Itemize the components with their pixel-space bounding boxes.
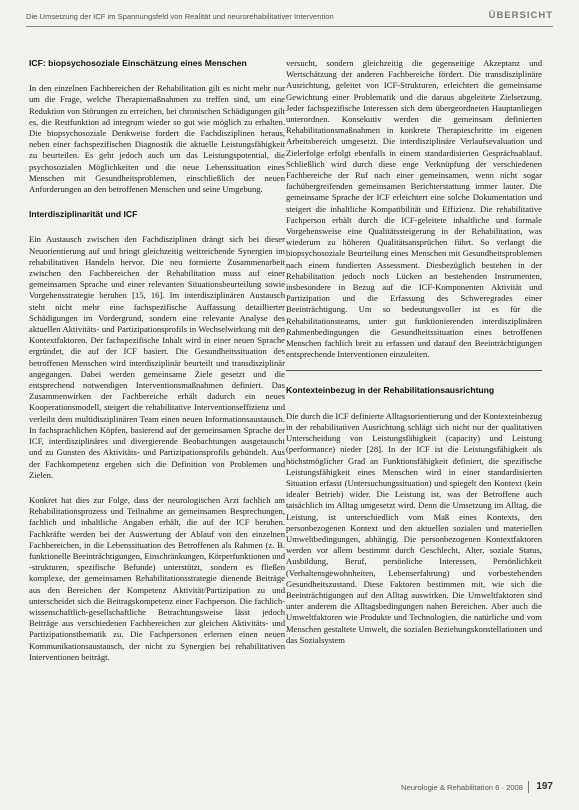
journal-citation: Neurologie & Rehabilitation 6 · 2008 (400, 783, 523, 792)
paragraph-context: Die durch die ICF definierte Alltagsorientierung und der Kontexteinbezug in der rehabilitativen Ausrichtung schlägt sich nicht nur der qualitativen Unterscheidung von Leistungsfähigkeit (capacity) und Leistung (performance) nieder [28]. In der ICF ist die Leistungsfähigkeit als höchstmöglicher Grad an Funktionsfähigkeit definiert, die spezifische Leistungsfähigkeit eines Menschen wird in einer standardisierten Situation erfasst (Untersuchungssituation) und spiegelt den Kontext (kein idealer Betrieb) wider. Die Leistung ist, was der Betroffene auch tatsächlich im Alltag umgesetzt wird. Denn die Umsetzung im Alltag, die Leistung, ist unterschiedlich vom Maß eines Kontexts, den personbezogenen Kontext und den aktuellen sozialen und materiellen Umweltbedingungen, abhängig. Die personbezogenen Kontextfaktoren werden vor allem bestimmt durch Geschlecht, Alter, soziale Status, Ausbildung, Beruf, persönliche Interessen, Persönlichkeit (Verhaltensgewohnheiten, Lebenserfahrung) und vorbestehenden Gesundheitszustand. Diese Faktoren bestimmen mit, wie sich die Beeinträchtigungen auf den Alltag auswirken. Die Umweltfaktoren sind unter anderem die Alltagsbedingungen nahen Bereichen. Aber auch die Umweltfaktoren wie Produkte und Technologien, die natürliche und vom Menschen gestaltete Umwelt, die sozialen Beziehungskonstellationen und das Sozialsystem (286, 410, 542, 645)
page-number: 197 (536, 781, 553, 792)
right-column (286, 58, 542, 646)
page-header (26, 10, 553, 27)
paragraph-consequences: Konkret hat dies zur Folge, dass der neurologischen Arzt fachlich am Rehabilitationsprozess und Teilnahme an gemeinsamen Besprechungen, fachlich und inhaltliche Angaben erhält, die auf der ICF beruhen. Fachkräfte werden bei der Auswertung der Ablauf von den einzelnen Fachbereichen, in die Lebenssituation des Betroffenen als Rahmen (z. B. funktionelle Beeinträchtigungen, Einschränkungen, Körperfunktionen und -strukturen, spezifische Befunde) unterstützt, sondern es fließen komplexe, der gemeinsamen Rehabilitationsstrategie dienende Beiträge aus den Bereichen der Kompetenz Aktivität/Partizipation zu und unterscheidet sich die Beitragskompetenz einer Fachperson. Die fachlich-wissenschaftlich-gesellschaftliche Betrachtungsweise lässt jedoch Beiträge aus verschiedenen Fachbereichen zur gleichen Aktivitäts- und Partizipationsthematik zu. Die Fachpersonen erlernen einen neuen Kommunikationsaustausch, der nicht zu Synergien bei rehabilitativen Interventionen beiträgt. (29, 494, 285, 662)
heading-interdisciplinarity: Interdisziplinarität und ICF (29, 209, 138, 220)
section-divider (286, 370, 542, 371)
footer-divider (528, 781, 529, 793)
page-footer (380, 781, 553, 795)
paragraph-rehab-intro: In den einzelnen Fachbereichen der Rehabilitation gilt es nicht mehr nur um die Frage, welche Therapiemaßnahmen zu treffen sind, um eine Reduktion von Störungen zu erreichen, bei chronischen Schädigungen gilt es, die Restfunktion ad integrum wieder so gut wie möglich zu erhalten. Die biopsychosoziale Denkweise fordert die Fachdisziplinen heraus, neben einer fachspezifischen Diagnostik die aktuelle Leistungsfähigkeit zu beurteilen. Es geht jedoch auch um das Leistungspotential, die psychosozialen Möglichkeiten und die neue Lebenssituation eines Menschen mit Gesundheitsproblemen, einschließlich der neuen Anforderungen an den betroffenen Menschen und seine Umgebung. (29, 83, 285, 195)
paragraph-interdisciplinary-exchange: Ein Austausch zwischen den Fachdisziplinen drängt sich bei dieser Neuorientierung auf und bringt gleichzeitig weitreichende Synergien im rehabilitativen Handeln hervor. Die neu formierte Zusammenarbeit zwischen den Fachbereichen der Rehabilitation muss auf einer gemeinsamen Sprache und einer relevanten Situationsbeurteilung sowie Vorgehensstrategie beruhen [15, 16]. Im interdisziplinären Austausch steht nicht mehr eine fachspezifische Auffassung detaillierter Schädigungen im Vordergrund, sondern eine relevante Analyse des aktuellen Aktivitäts- und Partizipationsprofils in Wechselwirkung mit den Kontextfaktoren. Der fachspezifische Inhalt wird in einer neuen Sprache ergründet, die auf der ICF basiert. Die Gesundheitssituation des betroffenen Menschen wird interdisziplinär beurteilt und transdisziplinär angegangen. Dabei werden gemeinsame Ziele gesetzt und die entsprechend notwendigen Interventionsmaßnahmen definiert. Das Zusammenwirken der Fachbereiche erhält dadurch ein neues Kooperationsmodell, steigert die rehabilitative Interventionseffizienz und verleiht dem multidisziplinären Team einen neuen Informationsaustausch. In fachsprachlichen Köpfen, basierend auf der gemeinsamen Sprache der ICF, interdisziplinäres und divergierende Beobachtungen ausgetauscht und zu Gunsten des Aktivitäts- und Partizipationsprofils gebündelt. Aus der Fachkompetenz ergeben sich die Definition von Problemen und Zielen. (29, 234, 285, 480)
left-column (29, 58, 285, 663)
running-title: Die Umsetzung der ICF im Spannungsfeld von Realität und neurorehabilitativer Intervention (26, 12, 334, 21)
heading-context: Kontexteinbezug in der Rehabilitationsausrichtung (286, 385, 495, 396)
heading-icf-biopsychosocial: ICF: biopsychosoziale Einschätzung eines Menschen (29, 58, 247, 68)
paragraph-transdisciplinary: versucht, sondern gleichzeitig die gegenseitige Akzeptanz und Wertschätzung der anderen Fachbereiche fördert. Die transdisziplinäre Ausrichtung, geleitet von ICF-Strukturen, erleichtert die gemeinsame Gewichtung einer Problematik und die daraus abgeleitete Zielsetzung. Jeder fachspezifische Interessen sich dem übergeordneten Hauptanliegen unterordnen. Konsekutiv werden die gemeinsam definierten Rehabilitationsmaßnahmen in konkrete Therapieschritte im eigenen Arbeitsbereich umgesetzt. Die interdisziplinäre Verlaufsevaluation und Zielerfolge erfolgt ebenfalls in einem standardisierten Gesprächsablauf. Schließlich wird durch diese enge Verknüpfung der verschiedenen Fachbereiche der Ruf nach einer gemeinsamen, wenn nicht sogar fachübergreifenden gemeinsamen Berichterstattung immer lauter. Die gemeinsame Sprache der ICF erleichtert eine solche Dokumentation und steigert die inhaltliche Kompatibilität und Effizienz. Die rehabilitative Fachperson erhält durch die ICF-geleitete inhaltliche und formale Vorgehensweise eine Qualitätssteigerung in der Rehabilitation, was wiederum zu höheren Qualitätsansprüchen führt. So verlangt die biopsychosoziale Beurteilung eines Menschen mit Gesundheitsproblemen nach einem fundierten Assessment. Diesbezüglich bestehen in der Rehabilitation jedoch noch Lücken an bestehenden Instrumenten, insbesondere in Bezug auf die ICF-Komponenten Aktivität und Partizipation und die Erfassung des Schweregrades einer Beeinträchtigung. Um so bedeutungsvoller ist es für die Rehabilitationsteams, unter gut funktionierenden interdisziplinären Rahmenbedingungen die Gesundheitssituation eines betroffenen Menschen fachlich breit zu erfassen und darauf den Beeinträchtigungen entsprechende Interventionen einzuleiten. (286, 58, 542, 360)
section-label: ÜBERSICHT (488, 10, 553, 21)
